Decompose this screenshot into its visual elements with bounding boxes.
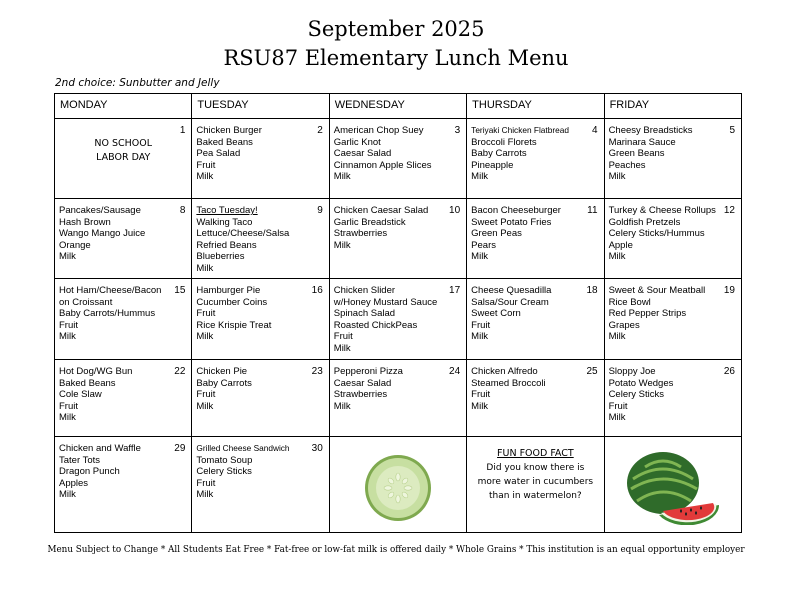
menu-item: Milk [196, 489, 214, 500]
menu-item: Celery Sticks/Hummus [608, 228, 705, 239]
day-header-friday: FRIDAY [604, 94, 741, 119]
day-cell-9 [192, 199, 329, 279]
menu-item: Salsa/Sour Cream [471, 296, 549, 308]
day-number: 11 [587, 205, 598, 216]
day-number: 8 [179, 205, 186, 216]
day-cell-2 [192, 119, 329, 199]
week-row-4 [55, 360, 742, 437]
menu-item-theme: Taco Tuesday! [196, 205, 258, 216]
day-number: 24 [449, 366, 461, 377]
menu-item: Sweet Corn [471, 308, 521, 319]
day-number: 15 [174, 285, 186, 296]
day-cell-8 [55, 199, 192, 279]
menu-item: Chicken Slider [333, 285, 396, 296]
menu-item: Lettuce/Cheese/Salsa [196, 228, 290, 239]
day-header-row [55, 94, 742, 119]
day-number: 18 [586, 285, 598, 296]
menu-item: Roasted ChickPeas [333, 319, 418, 331]
menu-item: Tomato Soup [196, 454, 253, 466]
menu-item: Milk [196, 400, 214, 412]
menu-item: Milk [59, 331, 76, 342]
day-number: 17 [449, 285, 461, 296]
day-cell-3 [329, 119, 466, 199]
menu-item: Refried Beans [196, 239, 257, 251]
menu-item: Turkey & Cheese Rollups [608, 205, 716, 216]
menu-item: Milk [471, 171, 489, 182]
day-number: 26 [723, 366, 735, 377]
menu-item: Spinach Salad [333, 308, 396, 319]
day-cell-5 [604, 119, 741, 199]
menu-item: Sloppy Joe [608, 366, 656, 377]
menu-item: Chicken Alfredo [471, 366, 538, 377]
day-number: 16 [311, 285, 323, 296]
day-number: 25 [586, 366, 598, 377]
day-cell-11 [467, 199, 604, 279]
day-number: 12 [723, 205, 735, 216]
menu-item: Milk [59, 251, 76, 262]
menu-item: Milk [471, 400, 489, 412]
day-cell-26 [604, 360, 741, 437]
menu-item: Cucumber Coins [196, 296, 268, 308]
menu-item: Fruit [196, 308, 216, 319]
menu-item: on Croissant [59, 296, 113, 308]
menu-item: American Chop Suey [333, 125, 424, 136]
menu-item: Baby Carrots/Hummus [59, 308, 156, 319]
menu-item: Milk [608, 331, 626, 342]
menu-item: Garlic Knot [333, 136, 381, 148]
menu-item: LABOR DAY [96, 152, 151, 163]
menu-item: Fruit [471, 319, 491, 331]
menu-item: Steamed Broccoli [471, 377, 546, 389]
menu-item: Red Pepper Strips [608, 308, 687, 319]
title-menu: RSU87 Elementary Lunch Menu [223, 46, 569, 70]
menu-item: Milk [59, 412, 76, 423]
menu-item: Blueberries [196, 251, 245, 262]
day-number: 23 [311, 366, 323, 377]
day-number: 4 [592, 125, 598, 136]
menu-item: Milk [196, 331, 214, 342]
menu-item: Milk [608, 251, 626, 262]
fun-fact-text: Did you know there is [486, 463, 585, 473]
menu-item: Green Beans [608, 148, 665, 159]
day-number: 5 [729, 125, 735, 136]
menu-item: Potato Wedges [608, 377, 674, 389]
day-cell-18 [467, 279, 604, 360]
menu-item: Garlic Breadstick [333, 216, 406, 228]
menu-item: Fruit [196, 159, 216, 171]
fun-fact-cell [467, 437, 604, 533]
menu-item: Milk [608, 412, 626, 423]
menu-item: Cinnamon Apple Slices [333, 159, 432, 171]
day-number: 22 [174, 366, 186, 377]
menu-item: Chicken Caesar Salad [333, 205, 429, 216]
day-number: 30 [311, 443, 323, 454]
menu-item: Milk [471, 331, 489, 342]
day-number: 29 [174, 443, 186, 454]
menu-item: Cheesy Breadsticks [608, 125, 693, 136]
watermelon-cell [604, 437, 741, 533]
menu-item: NO SCHOOL [94, 138, 153, 149]
menu-item: Broccoli Florets [471, 136, 537, 148]
week-row-2 [55, 199, 742, 279]
menu-item: Fruit [59, 319, 78, 331]
day-cell-24 [329, 360, 466, 437]
day-cell-12 [604, 199, 741, 279]
menu-item: Pancakes/Sausage [59, 205, 141, 216]
day-cell-4 [467, 119, 604, 199]
menu-item: Fruit [471, 389, 491, 400]
menu-item: Baby Carrots [196, 377, 252, 389]
menu-item: Chicken and Waffle [59, 443, 141, 454]
menu-item: Bacon Cheeseburger [471, 205, 561, 216]
day-cell-19 [604, 279, 741, 360]
menu-item: Milk [333, 239, 351, 251]
day-cell-29 [55, 437, 192, 533]
week-row-3 [55, 279, 742, 360]
menu-item: Milk [333, 400, 351, 412]
menu-item: Fruit [333, 331, 353, 342]
menu-item: Peaches [608, 159, 646, 171]
menu-item: Rice Bowl [608, 296, 651, 308]
menu-item: Caesar Salad [333, 377, 392, 389]
day-number: 9 [317, 205, 323, 216]
menu-item: Dragon Punch [59, 466, 120, 477]
day-cell-23 [192, 360, 329, 437]
menu-item: Marinara Sauce [608, 136, 676, 148]
cucumber-slice-icon [363, 453, 433, 523]
day-cell-17 [329, 279, 466, 360]
menu-item: Walking Taco [196, 216, 253, 228]
menu-item: Pea Salad [196, 148, 241, 159]
day-cell-15 [55, 279, 192, 360]
day-cell-30 [192, 437, 329, 533]
menu-item: Baked Beans [59, 377, 116, 389]
day-number: 19 [723, 285, 735, 296]
menu-item: Grilled Cheese Sandwich [196, 443, 290, 453]
menu-item: Wango Mango Juice [59, 228, 146, 239]
menu-item: Milk [608, 171, 626, 182]
day-cell-25 [467, 360, 604, 437]
day-cell-1 [55, 119, 192, 199]
week-row-5 [55, 437, 742, 533]
second-choice-note: 2nd choice: Sunbutter and Jelly [55, 77, 220, 89]
menu-item: Rice Krispie Treat [196, 319, 272, 331]
menu-item: Fruit [196, 389, 216, 400]
menu-item: Strawberries [333, 228, 388, 239]
menu-item: Green Peas [471, 228, 522, 239]
lunch-menu-calendar [54, 93, 742, 533]
menu-item: Hash Brown [59, 216, 111, 228]
menu-item: Chicken Burger [196, 125, 262, 136]
menu-item: Sweet Potato Fries [471, 216, 552, 228]
week-row-1 [55, 119, 742, 199]
menu-item: Sweet & Sour Meatball [608, 285, 706, 296]
menu-item: Pepperoni Pizza [333, 366, 403, 377]
menu-item: Cheese Quesadilla [471, 285, 552, 296]
menu-item: Cole Slaw [59, 389, 102, 400]
menu-item: Apple [608, 239, 633, 251]
menu-item: Orange [59, 239, 91, 251]
menu-item: Celery Sticks [608, 389, 664, 400]
cucumber-cell [329, 437, 466, 533]
menu-item: Teriyaki Chicken Flatbread [471, 125, 569, 135]
menu-item: Baby Carrots [471, 148, 527, 159]
menu-item: Fruit [196, 477, 216, 489]
menu-item: w/Honey Mustard Sauce [333, 296, 438, 308]
fun-fact-text: than in watermelon? [489, 491, 582, 501]
fun-fact-heading: FUN FOOD FACT [497, 448, 574, 459]
menu-item: Milk [196, 262, 214, 274]
menu-item: Celery Sticks [196, 466, 252, 477]
menu-item: Milk [196, 171, 214, 182]
day-number: 10 [449, 205, 461, 216]
title-month: September 2025 [307, 17, 485, 41]
menu-item: Milk [333, 171, 351, 182]
day-number: 2 [317, 125, 323, 136]
footer-notice: Menu Subject to Change * All Students Eat Free * Fat-free or low-fat milk is offered daily * Whole Grains * This institution is an equal opportunity employer [47, 545, 745, 555]
menu-item: Fruit [608, 400, 628, 412]
day-cell-10 [329, 199, 466, 279]
menu-item: Strawberries [333, 389, 388, 400]
menu-item: Fruit [59, 400, 78, 412]
day-number: 3 [454, 125, 461, 136]
day-number: 1 [179, 125, 186, 136]
day-cell-22 [55, 360, 192, 437]
menu-item: Hot Ham/Cheese/Bacon [59, 285, 162, 296]
menu-item: Hot Dog/WG Bun [59, 366, 133, 377]
menu-item: Hamburger Pie [196, 285, 261, 296]
menu-item: Tater Tots [59, 454, 101, 466]
menu-item: Pineapple [471, 159, 514, 171]
menu-item: Goldfish Pretzels [608, 216, 681, 228]
menu-item: Milk [59, 489, 76, 500]
fun-fact-text: more water in cucumbers [477, 477, 594, 487]
day-header-tuesday: TUESDAY [192, 94, 329, 119]
menu-item: Grapes [608, 319, 640, 331]
menu-item: Caesar Salad [333, 148, 392, 159]
menu-item: Milk [471, 251, 489, 262]
menu-item: Pears [471, 239, 496, 251]
menu-item: Milk [333, 342, 351, 354]
day-cell-16 [192, 279, 329, 360]
menu-item: Chicken Pie [196, 366, 248, 377]
day-header-monday: MONDAY [55, 94, 192, 119]
menu-item: Apples [59, 477, 89, 489]
day-header-thursday: THURSDAY [467, 94, 604, 119]
menu-item: Baked Beans [196, 136, 253, 148]
watermelon-icon [623, 449, 723, 525]
day-header-wednesday: WEDNESDAY [329, 94, 466, 119]
